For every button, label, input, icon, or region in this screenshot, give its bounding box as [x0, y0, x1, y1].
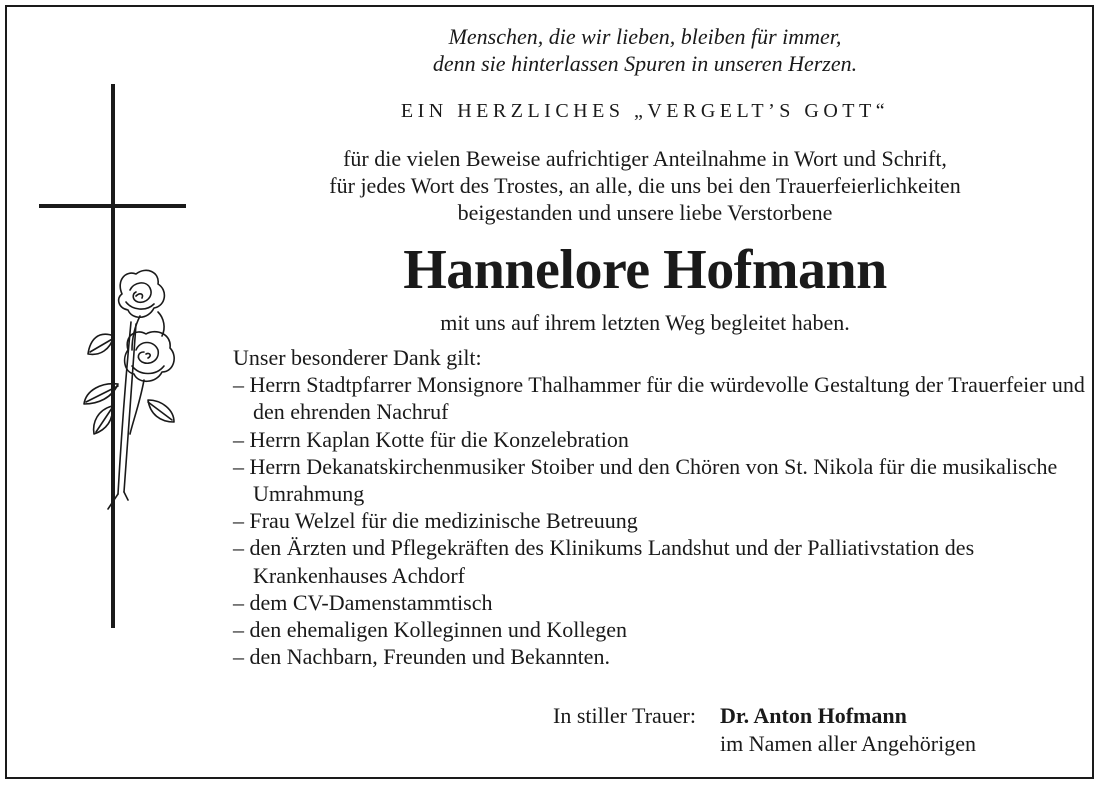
signature-block [720, 702, 976, 758]
intro-line: beigestanden und unsere liebe Verstorbene [457, 200, 833, 225]
thanks-list [233, 344, 1093, 670]
thanks-item: – den ehemaligen Kolleginnen und Kollegen [233, 617, 628, 643]
thanks-item: – den Nachbarn, Freunden und Bekannten. [233, 644, 610, 670]
signature-label: In stiller Trauer: [553, 703, 696, 728]
signature-note: im Namen aller Angehörigen [720, 731, 976, 756]
intro-line: für jedes Wort des Trostes, an alle, die uns bei den Trauerfeierlichkeiten [329, 173, 961, 198]
thanks-heading: EIN HERZLICHES „VERGELT’S GOTT“ [400, 100, 890, 122]
motto-line: Menschen, die wir lieben, bleiben für immer, [448, 24, 842, 49]
motto-line: denn sie hinterlassen Spuren in unseren Herzen. [432, 51, 858, 76]
thanks-item: – dem CV-Damenstammtisch [233, 589, 493, 615]
thanks-item: – Herrn Stadtpfarrer Monsignore Thalhammer für die würdevolle Gestaltung der Trauerfeier und den ehrenden Nachruf [233, 372, 1085, 425]
thanks-item: – den Ärzten und Pflegekräften des Klinikums Landshut und der Palliativstation des Krankenhauses Achdorf [233, 535, 975, 588]
intro-line: für die vielen Beweise aufrichtiger Anteilnahme in Wort und Schrift, [343, 146, 947, 171]
thanks-item: – Frau Welzel für die medizinische Betreuung [233, 508, 638, 534]
closing-line: mit uns auf ihrem letzten Weg begleitet haben. [440, 310, 850, 335]
deceased-name: Hannelore Hofmann [403, 239, 887, 301]
cross-with-roses-icon [36, 84, 196, 634]
thanks-title: Unser besonderer Dank gilt: [233, 345, 482, 370]
cross-icon [39, 84, 186, 628]
signature-name: Dr. Anton Hofmann [720, 703, 907, 728]
thanks-item: – Herrn Dekanatskirchenmusiker Stoiber und den Chören von St. Nikola für die musikalische Umrahmung [233, 453, 1058, 507]
roses-icon [84, 270, 174, 509]
motto [190, 23, 1100, 77]
intro-text [190, 145, 1100, 226]
thanks-item: – Herrn Kaplan Kotte für die Konzelebration [233, 426, 629, 452]
